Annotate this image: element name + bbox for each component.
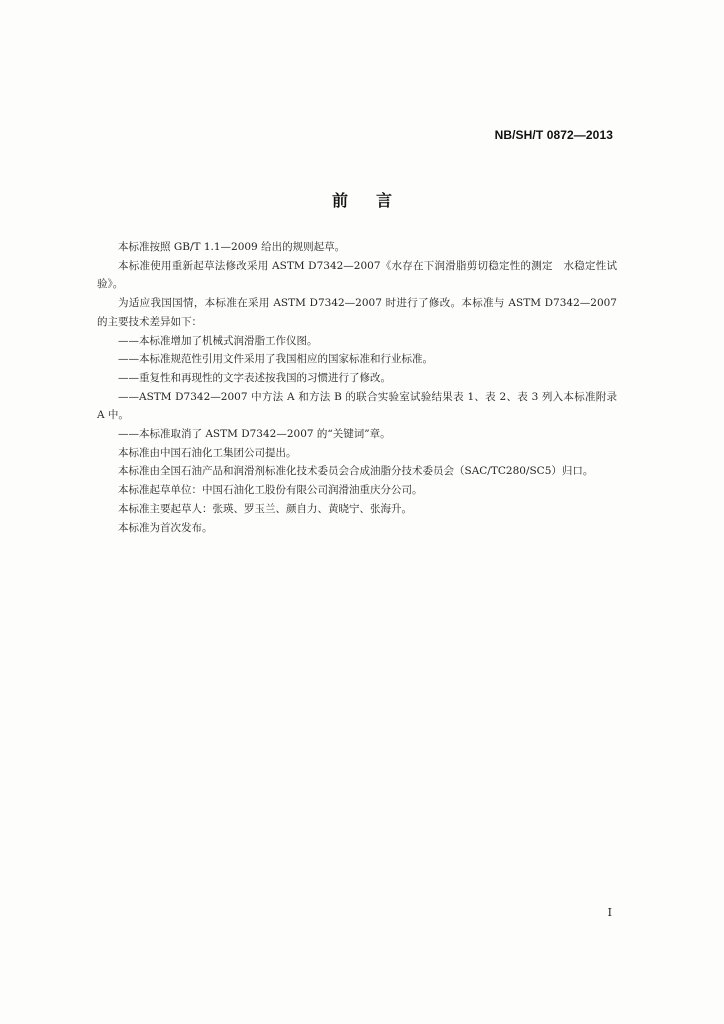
paragraph: ——本标准取消了 ASTM D7342—2007 的“关键词”章。 xyxy=(118,428,391,441)
paragraph: 本标准使用重新起草法修改采用 ASTM D7342—2007《水存在下润滑脂剪切稳定性的测定 水稳定性试验》。 xyxy=(97,259,617,291)
page-number: I xyxy=(607,906,612,919)
paragraph: ——本标准增加了机械式润滑脂工作仪图。 xyxy=(118,334,318,347)
paragraph: 本标准按照 GB/T 1.1—2009 给出的规则起草。 xyxy=(118,241,346,253)
foreword-body xyxy=(97,238,617,537)
standard-code: NB/SH/T 0872—2013 xyxy=(494,128,613,142)
paragraph: 为适应我国国情，本标准在采用 ASTM D7342—2007 时进行了修改。本标准与 ASTM D7342—2007 的主要技术差异如下： xyxy=(97,297,617,328)
paragraph: 本标准起草单位：中国石油化工股份有限公司润滑油重庆分公司。 xyxy=(118,484,423,497)
paragraph: 本标准主要起草人：张瑛、罗玉兰、颜自力、黄晓宁、张海升。 xyxy=(118,502,412,515)
page-title: 前言 xyxy=(331,191,420,210)
paragraph: 本标准由中国石油化工集团公司提出。 xyxy=(118,446,297,459)
paragraph: 本标准为首次发布。 xyxy=(118,521,213,534)
paragraph: ——本标准规范性引用文件采用了我国相应的国家标准和行业标准。 xyxy=(118,353,433,366)
paragraph: 本标准由全国石油产品和润滑剂标准化技术委员会合成油脂分技术委员会（SAC/TC280/SC5）归口。 xyxy=(118,465,594,478)
paragraph: ——重复性和再现性的文字表述按我国的习惯进行了修改。 xyxy=(118,371,391,384)
paragraph: ——ASTM D7342—2007 中方法 A 和方法 B 的联合实验室试验结果表 1、表 2、表 3 列入本标准附录 A 中。 xyxy=(97,390,617,422)
